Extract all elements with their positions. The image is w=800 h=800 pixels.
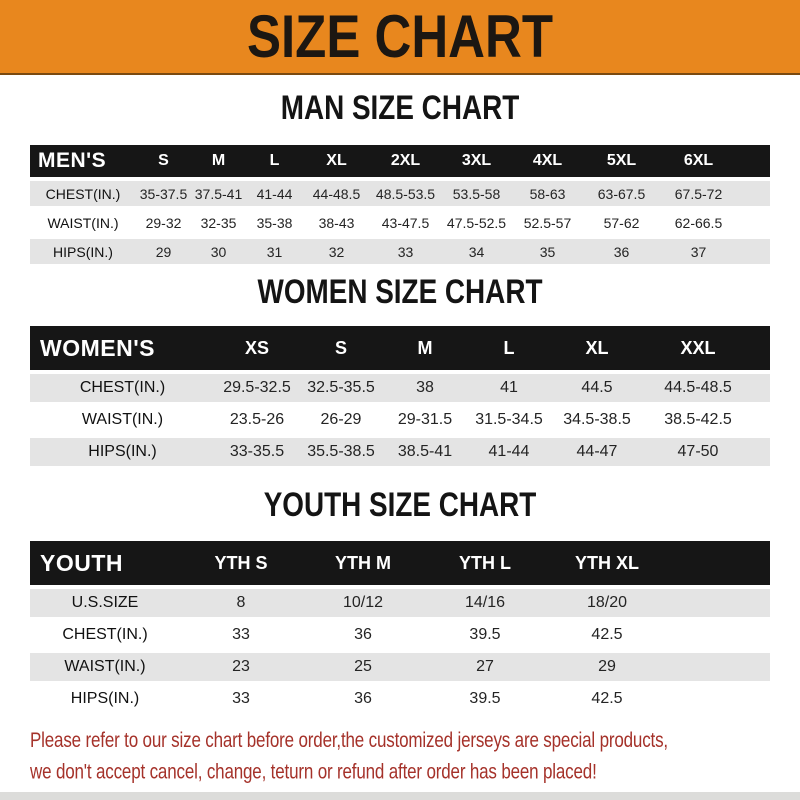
- row-filler: [737, 239, 770, 264]
- women-size-table: [30, 322, 770, 470]
- size-value-cell: 38.5-42.5: [643, 406, 753, 434]
- size-column-header: XL: [303, 145, 370, 177]
- measurement-row-label: HIPS(IN.): [30, 438, 215, 466]
- size-value-cell: 32-35: [191, 210, 246, 235]
- measurement-row-label: CHEST(IN.): [30, 181, 136, 206]
- size-value-cell: 33: [180, 685, 302, 713]
- size-value-cell: 34.5-38.5: [551, 406, 643, 434]
- size-value-cell: 42.5: [546, 685, 668, 713]
- size-value-cell: 35-38: [246, 210, 303, 235]
- row-filler: [753, 406, 770, 434]
- measurement-row-label: WAIST(IN.): [30, 406, 215, 434]
- size-value-cell: 63-67.5: [583, 181, 660, 206]
- size-column-header: L: [246, 145, 303, 177]
- men-size-table: [30, 141, 770, 268]
- row-filler: [668, 589, 770, 617]
- size-value-cell: 41: [467, 374, 551, 402]
- youth-table-corner-label: YOUTH: [30, 541, 180, 585]
- order-note-line-1: Please refer to our size chart before order,the customized jerseys are special products,: [30, 729, 668, 753]
- row-filler: [668, 685, 770, 713]
- size-column-header: XXL: [643, 326, 753, 370]
- size-value-cell: 33: [370, 239, 441, 264]
- size-value-cell: 31.5-34.5: [467, 406, 551, 434]
- measurement-row-label: HIPS(IN.): [30, 685, 180, 713]
- size-value-cell: 39.5: [424, 621, 546, 649]
- size-value-cell: 23: [180, 653, 302, 681]
- header-filler: [753, 326, 770, 370]
- size-value-cell: 44.5: [551, 374, 643, 402]
- size-value-cell: 25: [302, 653, 424, 681]
- size-column-header: XL: [551, 326, 643, 370]
- row-filler: [753, 374, 770, 402]
- women-table-corner-label: WOMEN'S: [30, 326, 215, 370]
- size-value-cell: 42.5: [546, 621, 668, 649]
- size-value-cell: 29-32: [136, 210, 191, 235]
- size-column-header: XS: [215, 326, 299, 370]
- youth-size-chart-heading: YOUTH SIZE CHART: [263, 486, 537, 524]
- measurement-row-label: HIPS(IN.): [30, 239, 136, 264]
- size-value-cell: 29.5-32.5: [215, 374, 299, 402]
- order-note: [30, 725, 685, 788]
- size-value-cell: 37: [660, 239, 737, 264]
- size-value-cell: 36: [302, 685, 424, 713]
- size-value-cell: 38-43: [303, 210, 370, 235]
- size-value-cell: 30: [191, 239, 246, 264]
- size-value-cell: 10/12: [302, 589, 424, 617]
- women-size-chart-heading: WOMEN SIZE CHART: [257, 273, 543, 311]
- size-value-cell: 41-44: [467, 438, 551, 466]
- size-value-cell: 58-63: [512, 181, 583, 206]
- size-value-cell: 33-35.5: [215, 438, 299, 466]
- size-column-header: YTH XL: [546, 541, 668, 585]
- order-note-line-2: we don't accept cancel, change, teturn or refund after order has been placed!: [30, 760, 597, 784]
- size-value-cell: 44-48.5: [303, 181, 370, 206]
- man-size-section: [0, 89, 800, 268]
- size-column-header: S: [136, 145, 191, 177]
- size-column-header: YTH M: [302, 541, 424, 585]
- men-table-corner-label: MEN'S: [30, 145, 136, 177]
- measurement-row-label: WAIST(IN.): [30, 210, 136, 235]
- row-filler: [737, 181, 770, 206]
- size-value-cell: 47.5-52.5: [441, 210, 512, 235]
- size-column-header: M: [383, 326, 467, 370]
- size-value-cell: 38.5-41: [383, 438, 467, 466]
- size-value-cell: 39.5: [424, 685, 546, 713]
- size-column-header: L: [467, 326, 551, 370]
- size-value-cell: 62-66.5: [660, 210, 737, 235]
- size-value-cell: 37.5-41: [191, 181, 246, 206]
- size-column-header: YTH S: [180, 541, 302, 585]
- size-column-header: M: [191, 145, 246, 177]
- size-value-cell: 35: [512, 239, 583, 264]
- size-chart-banner: [0, 0, 800, 75]
- size-value-cell: 36: [583, 239, 660, 264]
- size-value-cell: 43-47.5: [370, 210, 441, 235]
- size-value-cell: 53.5-58: [441, 181, 512, 206]
- measurement-row-label: U.S.SIZE: [30, 589, 180, 617]
- size-column-header: S: [299, 326, 383, 370]
- size-column-header: 4XL: [512, 145, 583, 177]
- size-value-cell: 34: [441, 239, 512, 264]
- size-value-cell: 41-44: [246, 181, 303, 206]
- size-value-cell: 26-29: [299, 406, 383, 434]
- row-filler: [753, 438, 770, 466]
- header-filler: [737, 145, 770, 177]
- measurement-row-label: CHEST(IN.): [30, 374, 215, 402]
- size-value-cell: 36: [302, 621, 424, 649]
- youth-size-table: [30, 537, 770, 717]
- row-filler: [737, 210, 770, 235]
- size-value-cell: 29: [136, 239, 191, 264]
- size-value-cell: 32: [303, 239, 370, 264]
- size-value-cell: 33: [180, 621, 302, 649]
- row-filler: [668, 621, 770, 649]
- size-value-cell: 8: [180, 589, 302, 617]
- size-column-header: 2XL: [370, 145, 441, 177]
- size-value-cell: 35.5-38.5: [299, 438, 383, 466]
- size-value-cell: 35-37.5: [136, 181, 191, 206]
- measurement-row-label: CHEST(IN.): [30, 621, 180, 649]
- man-size-chart-heading: MAN SIZE CHART: [280, 89, 520, 127]
- size-value-cell: 38: [383, 374, 467, 402]
- size-value-cell: 29-31.5: [383, 406, 467, 434]
- size-value-cell: 67.5-72: [660, 181, 737, 206]
- size-column-header: 5XL: [583, 145, 660, 177]
- measurement-row-label: WAIST(IN.): [30, 653, 180, 681]
- size-value-cell: 44.5-48.5: [643, 374, 753, 402]
- size-value-cell: 31: [246, 239, 303, 264]
- size-value-cell: 23.5-26: [215, 406, 299, 434]
- size-value-cell: 27: [424, 653, 546, 681]
- size-value-cell: 44-47: [551, 438, 643, 466]
- size-value-cell: 47-50: [643, 438, 753, 466]
- size-column-header: YTH L: [424, 541, 546, 585]
- size-value-cell: 48.5-53.5: [370, 181, 441, 206]
- size-value-cell: 18/20: [546, 589, 668, 617]
- women-size-section: [0, 273, 800, 470]
- size-value-cell: 57-62: [583, 210, 660, 235]
- header-filler: [668, 541, 770, 585]
- size-value-cell: 14/16: [424, 589, 546, 617]
- size-chart-title: SIZE CHART: [247, 3, 553, 70]
- size-value-cell: 32.5-35.5: [299, 374, 383, 402]
- row-filler: [668, 653, 770, 681]
- size-value-cell: 52.5-57: [512, 210, 583, 235]
- size-column-header: 3XL: [441, 145, 512, 177]
- size-column-header: 6XL: [660, 145, 737, 177]
- bottom-strip: [0, 792, 800, 800]
- size-value-cell: 29: [546, 653, 668, 681]
- youth-size-section: [0, 486, 800, 717]
